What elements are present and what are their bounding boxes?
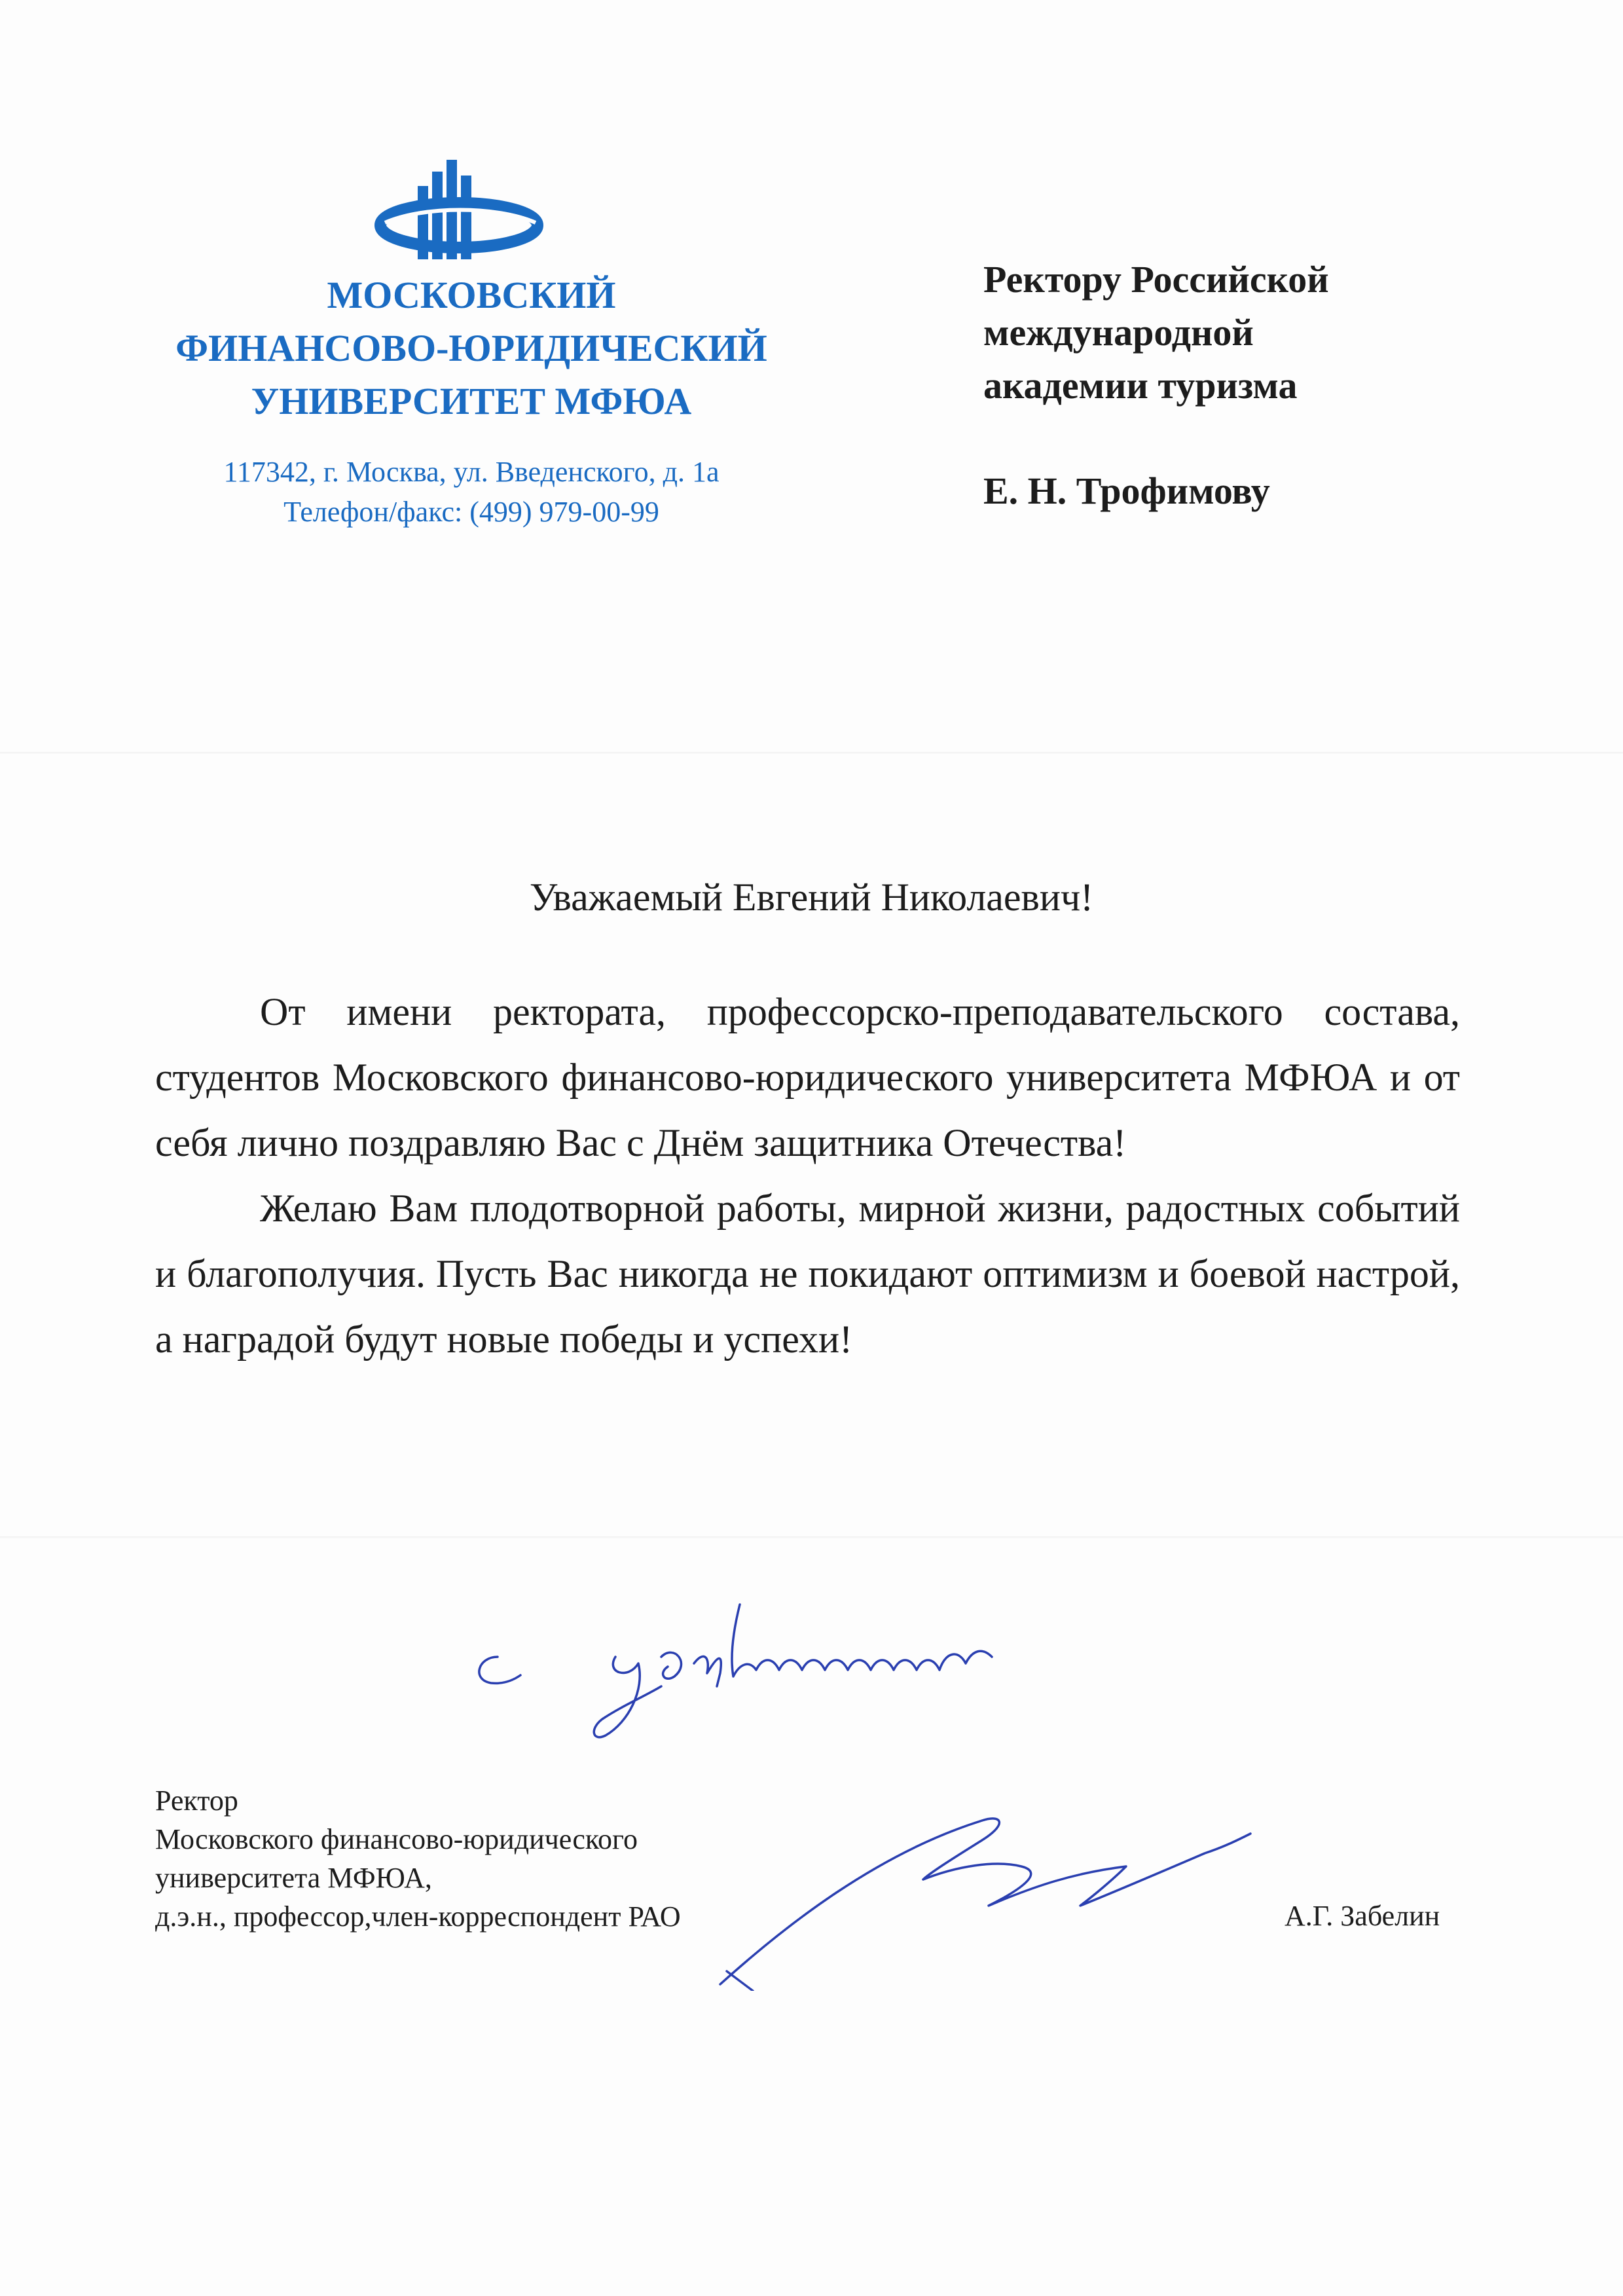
letter-salutation: Уважаемый Евгений Николаевич! bbox=[529, 876, 1094, 919]
signer-title-line: Ректор bbox=[155, 1785, 238, 1817]
rector-signature bbox=[707, 1794, 1257, 1991]
handwritten-note bbox=[458, 1559, 1146, 1755]
university-address: 117342, г. Москва, ул. Введенского, д. 1а bbox=[223, 456, 720, 488]
recipient-line: академии туризма bbox=[983, 364, 1298, 407]
signer-title bbox=[155, 1781, 681, 1936]
recipient-block bbox=[983, 253, 1573, 517]
signer-title-line: Московского финансово-юридического bbox=[155, 1823, 638, 1855]
signer-name: А.Г. Забелин bbox=[1285, 1900, 1440, 1932]
university-name-line: МОСКОВСКИЙ bbox=[327, 274, 616, 316]
university-phone: Телефон/факс: (499) 979-00-99 bbox=[283, 496, 659, 528]
recipient-name: Е. Н. Трофимову bbox=[983, 470, 1270, 512]
university-logo bbox=[372, 160, 546, 263]
recipient-line: международной bbox=[983, 311, 1254, 354]
university-contacts bbox=[98, 452, 845, 532]
paper-fold-line bbox=[0, 1536, 1623, 1539]
university-name-line: УНИВЕРСИТЕТ МФЮА bbox=[251, 380, 692, 422]
university-name bbox=[98, 268, 845, 428]
letter-body bbox=[155, 979, 1460, 1372]
letter-paragraph: Желаю Вам плодотворной работы, мирной жизни, радостных событий и благополучия. Пусть Вас никогда не покидают оптимизм и боевой настрой, а наградой будут новые победы и успехи! bbox=[155, 1187, 1460, 1361]
university-name-line: ФИНАНСОВО-ЮРИДИЧЕСКИЙ bbox=[175, 327, 767, 369]
recipient-line: Ректору Российской bbox=[983, 258, 1329, 301]
signer-title-line: д.э.н., профессор,член-корреспондент РАО bbox=[155, 1900, 681, 1933]
signer-title-line: университета МФЮА, bbox=[155, 1862, 432, 1894]
letter-paragraph: От имени ректората, профессорско-преподавательского состава, студентов Московского финансово-юридического университета МФЮА и от себя лично поздравляю Вас с Днём защитника Отечества! bbox=[155, 990, 1460, 1164]
paper-fold-line bbox=[0, 752, 1623, 754]
